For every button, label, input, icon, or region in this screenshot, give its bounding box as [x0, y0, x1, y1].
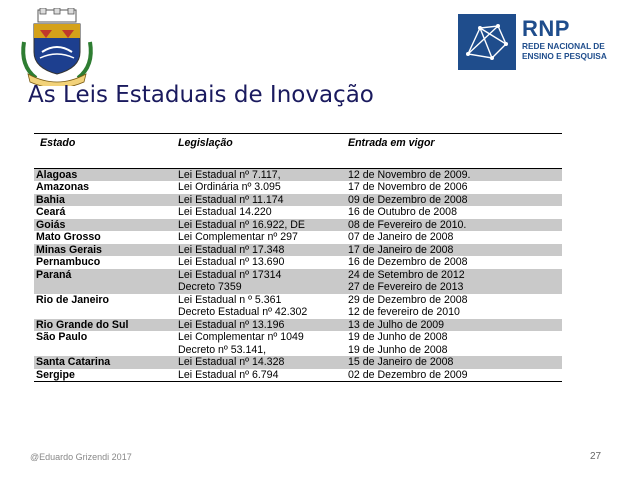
cell-effective-date	[342, 181, 562, 194]
table-row	[34, 231, 562, 244]
cell-state: Sergipe	[34, 369, 172, 382]
cell-effective-date	[342, 206, 562, 219]
legislation-line: Lei Estadual nº 6.794	[178, 368, 279, 381]
legislation-line: Lei Complementar nº 1049	[178, 331, 304, 343]
cell-state: Rio de Janeiro	[36, 293, 109, 306]
date-line: 12 de fevereiro de 2010	[348, 306, 460, 318]
cell-legislation	[172, 319, 342, 332]
cell-legislation	[172, 206, 342, 219]
table-row	[34, 331, 562, 356]
cell-effective-date	[342, 294, 562, 319]
legislation-line: Lei Estadual nº 14.328	[178, 356, 285, 368]
table-row	[34, 181, 562, 194]
column-header-state: Estado	[34, 134, 172, 169]
cell-state: Santa Catarina	[34, 356, 172, 369]
cell-effective-date	[342, 244, 562, 257]
legislation-line: Decreto nº 53.141,	[178, 343, 267, 356]
legislation-line: Lei Estadual n º 5.361	[178, 293, 282, 306]
cell-legislation	[172, 219, 342, 232]
legislation-line: Lei Estadual 14.220	[178, 206, 272, 218]
table-row	[34, 244, 562, 257]
cell-effective-date	[342, 168, 562, 181]
table-row	[34, 168, 562, 181]
table-header-row	[34, 134, 562, 169]
table-row	[34, 356, 562, 369]
cell-effective-date	[342, 331, 562, 356]
date-line: 27 de Fevereiro de 2013	[348, 281, 464, 293]
table-row	[34, 206, 562, 219]
cell-legislation	[172, 294, 342, 319]
cell-effective-date	[342, 231, 562, 244]
legislation-line: Lei Estadual nº 17314	[178, 268, 282, 281]
date-line: 16 de Outubro de 2008	[348, 206, 457, 218]
cell-state: Pernambuco	[36, 256, 101, 268]
cell-effective-date	[342, 319, 562, 332]
legislation-line: Decreto 7359	[178, 281, 242, 293]
date-line: 19 de Junho de 2008	[348, 343, 448, 356]
legislation-line: Lei Complementar nº 297	[178, 231, 298, 243]
legislation-line: Lei Estadual nº 13.196	[178, 318, 285, 331]
cell-effective-date	[342, 219, 562, 232]
table-row	[34, 256, 562, 269]
legislation-line: Lei Estadual nº 17.348	[178, 243, 285, 256]
table-row	[34, 269, 562, 294]
cell-legislation	[172, 356, 342, 369]
cell-effective-date	[342, 194, 562, 207]
municipal-coat-of-arms-icon	[16, 8, 98, 86]
cell-state: Alagoas	[34, 168, 172, 181]
table-row	[34, 194, 562, 207]
cell-state: Goiás	[34, 219, 172, 232]
date-line: 02 de Dezembro de 2009	[348, 368, 468, 381]
slide-title: As Leis Estaduais de Inovação	[28, 82, 374, 108]
page-number: 27	[590, 451, 602, 462]
rnp-network-icon	[458, 14, 516, 70]
date-line: 08 de Fevereiro de 2010.	[348, 218, 467, 231]
cell-state: Paraná	[34, 269, 172, 294]
date-line: 17 de Novembro de 2006	[348, 181, 468, 193]
date-line: 16 de Dezembro de 2008	[348, 256, 468, 268]
legislation-line: Decreto Estadual nº 42.302	[178, 306, 308, 318]
date-line: 13 de Julho de 2009	[348, 318, 445, 331]
cell-state: Bahia	[34, 194, 172, 207]
date-line: 17 de Janeiro de 2008	[348, 243, 454, 256]
date-line: 12 de Novembro de 2009.	[348, 168, 471, 181]
legislation-line: Lei Estadual nº 13.690	[178, 256, 285, 268]
legislation-line: Lei Estadual nº 7.117,	[178, 168, 281, 181]
legislation-line: Lei Ordinária nº 3.095	[178, 181, 281, 193]
date-line: 29 de Dezembro de 2008	[348, 293, 468, 306]
footer-author: @Eduardo Grizendi 2017	[30, 452, 132, 462]
legislation-line: Lei Estadual nº 16.922, DE	[178, 218, 305, 231]
cell-state: Amazonas	[36, 181, 89, 193]
date-line: 24 de Setembro de 2012	[348, 268, 465, 281]
column-header-legislation: Legislação	[172, 134, 342, 169]
table-row	[34, 219, 562, 232]
cell-legislation	[172, 168, 342, 181]
cell-effective-date	[342, 256, 562, 269]
rnp-subtitle: REDE NACIONAL DE ENSINO E PESQUISA	[522, 41, 607, 61]
cell-effective-date	[342, 369, 562, 382]
date-line: 19 de Junho de 2008	[348, 331, 448, 343]
cell-state: São Paulo	[36, 331, 88, 343]
table-row	[34, 319, 562, 332]
cell-state: Minas Gerais	[34, 244, 172, 257]
cell-legislation	[172, 194, 342, 207]
cell-state: Rio Grande do Sul	[34, 319, 172, 332]
cell-legislation	[172, 231, 342, 244]
table-row	[34, 369, 562, 382]
date-line: 15 de Janeiro de 2008	[348, 356, 454, 368]
cell-legislation	[172, 269, 342, 294]
date-line: 07 de Janeiro de 2008	[348, 231, 454, 243]
cell-legislation	[172, 181, 342, 194]
cell-effective-date	[342, 356, 562, 369]
cell-legislation	[172, 369, 342, 382]
cell-state: Mato Grosso	[36, 231, 101, 243]
cell-legislation	[172, 244, 342, 257]
cell-legislation	[172, 331, 342, 356]
cell-legislation	[172, 256, 342, 269]
state-laws-table	[34, 133, 562, 382]
cell-state: Ceará	[36, 206, 66, 218]
date-line: 09 de Dezembro de 2008	[348, 193, 468, 206]
rnp-logo	[458, 12, 608, 74]
table-row	[34, 294, 562, 319]
column-header-effective-date: Entrada em vigor	[342, 134, 562, 169]
rnp-name: RNP	[522, 16, 570, 41]
legislation-line: Lei Estadual nº 11.174	[178, 193, 284, 206]
cell-effective-date	[342, 269, 562, 294]
